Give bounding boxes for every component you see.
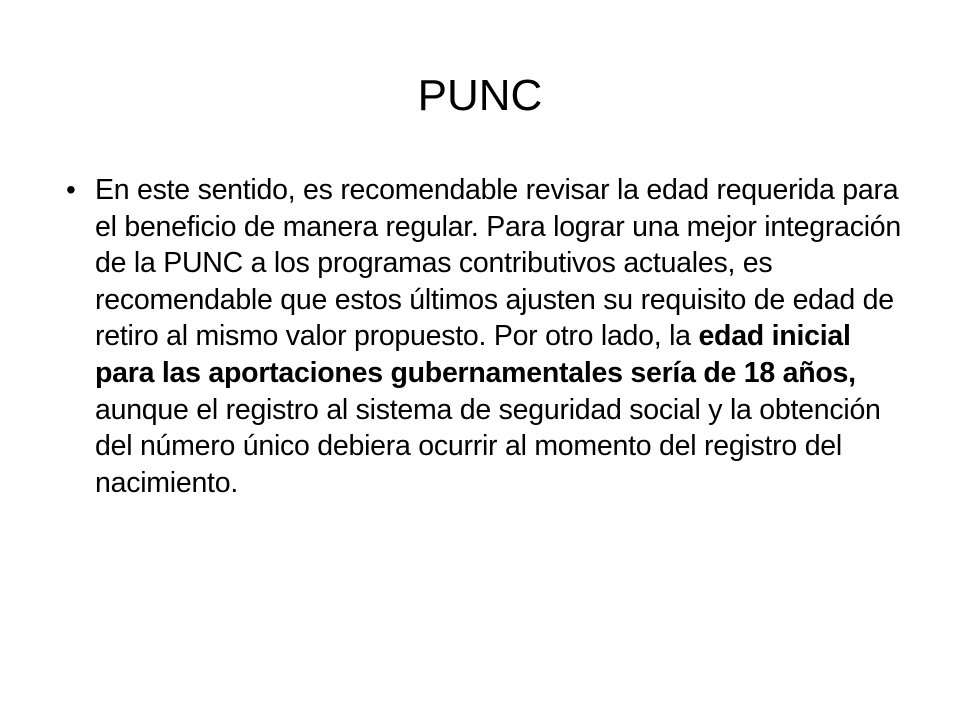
bullet-item [66, 172, 910, 501]
bullet-text-bold: edad inicial para las aportaciones gubernamentales sería de 18 años, [95, 320, 856, 389]
slide-title: PUNC [417, 71, 543, 120]
slide-body [66, 172, 910, 501]
bullet-icon: • [66, 174, 76, 205]
bullet-text-regular-end: aunque el registro al sistema de seguridad social y la obtención del número único debiera ocurrir al momento del registro del nacimiento. [95, 393, 881, 499]
bullet-text-regular-start: En este sentido, es recomendable revisar la edad requerida para el beneficio de manera regular. Para lograr una mejor integración de la PUNC a los programas contributivos actuales, es recomendable que estos últimos ajusten su requisito de edad de retiro al mismo valor propuesto. Por otro lado, la [95, 174, 901, 353]
bullet-text [95, 172, 910, 501]
